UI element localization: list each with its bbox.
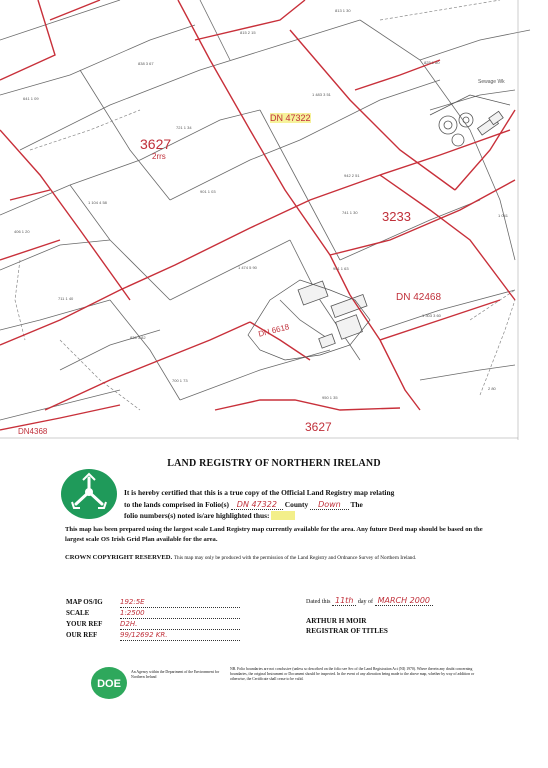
ref-key: OUR REF <box>66 631 98 639</box>
day-of-text: day of <box>357 599 374 605</box>
ref-row <box>66 608 240 619</box>
area-label: 711 1 40 <box>58 296 74 301</box>
folio-dn47322-highlight: DN 47322 <box>270 113 311 123</box>
area-label: 950 1 35 <box>322 395 338 400</box>
area-label: 721 1 34 <box>176 125 192 130</box>
copyright-text: This map may only be produced with the permission of the Land Registry and Ordnance Survey of Northern Ireland. <box>173 555 417 561</box>
area-label: 1 041 <box>498 213 509 218</box>
dated-line <box>306 596 433 605</box>
certificate-title: LAND REGISTRY OF NORTHERN IRELAND <box>167 458 381 469</box>
ref-key: YOUR REF <box>66 620 103 628</box>
folio-dn4-label: DN4368 <box>18 427 48 436</box>
ref-row <box>66 619 240 630</box>
area-label: 406 1 20 <box>14 229 30 234</box>
area-label: 1 303 3 60 <box>422 313 441 318</box>
ref-value: D2H. <box>120 619 240 630</box>
agency-text: An Agency within the Department of the Environment for Northern Ireland <box>131 670 220 679</box>
ref-value: 99/12692 KR. <box>120 630 240 641</box>
ref-row <box>66 597 240 608</box>
certificate-panel <box>0 440 548 768</box>
boundary-note: NB. Folio boundaries are not conclusive (unless so described on the folio see Sec of the Land Registration Act (NI) 1970). Where therein any doubt concerning boundaries, the original Instrument or Document should be inspected. In the event of any alteration being made to the above map, whether by way of addition or otherwise, the Certificate shall cease to be valid. <box>230 667 475 681</box>
parcel-3233-label: 3233 <box>382 209 411 224</box>
area-label: 838 3 67 <box>138 61 154 66</box>
ref-value: 1:2500 <box>120 608 240 619</box>
folio-handwritten: DN 47322 <box>231 500 283 510</box>
county-handwritten: Down <box>310 500 349 510</box>
statement-line-1: It is hereby certified that this is a true copy of the Official Land Registry map relating <box>124 488 395 497</box>
dashed-lines <box>15 0 515 410</box>
sewage-works-label: Sewage Wk <box>478 79 505 85</box>
folio-dn42468-label: DN 42468 <box>396 292 442 303</box>
certification-statement <box>124 487 474 522</box>
statement-folio-text: to the lands comprised in Folio(s) <box>124 499 229 509</box>
land-registry-logo <box>60 468 118 520</box>
area-label: 641 1 09 <box>23 96 39 101</box>
parcel-3627-bottom-label: 3627 <box>305 420 332 434</box>
parcel-3627-label: 3627 <box>140 136 172 152</box>
dated-day: 11th <box>332 596 356 606</box>
folio-dn6618-label: DN 6618 <box>257 322 291 339</box>
area-label: 741 1 30 <box>342 210 358 215</box>
ref-row <box>66 630 240 641</box>
registrar-block <box>306 616 388 636</box>
highlight-swatch <box>271 511 294 520</box>
copyright-heading: CROWN COPYRIGHT RESERVED. <box>65 554 173 561</box>
highlight-note-text: folio numbers(s) noted is/are highlighted thus: <box>124 511 270 520</box>
reference-block <box>66 597 240 641</box>
copyright-note <box>65 553 485 564</box>
ref-key: MAP OS/IG <box>66 598 103 606</box>
statement-line-3 <box>124 510 474 522</box>
area-label: 815 2 15 <box>240 30 256 35</box>
area-label: 700 1 73 <box>172 378 188 383</box>
dated-month: MARCH 2000 <box>375 596 433 606</box>
area-label: 1 483 3 51 <box>312 92 331 97</box>
ref-key: SCALE <box>66 609 90 617</box>
statement-the-text: The <box>350 499 363 509</box>
area-label: 836 3 82 <box>130 335 146 340</box>
parcel-2rrs-label: 2rrs <box>152 152 166 161</box>
area-label: 1 104 4 58 <box>88 200 107 205</box>
registrar-title: REGISTRAR OF TITLES <box>306 627 388 635</box>
doe-logo-text: DOE <box>97 678 121 690</box>
area-label: 942 2 51 <box>344 173 360 178</box>
area-label: 825 1 80 <box>424 60 440 65</box>
area-label: 813 1 30 <box>335 8 351 13</box>
area-label: 901 1 03 <box>200 189 216 194</box>
area-label: 901 1 63 <box>333 266 349 271</box>
registrar-name: ARTHUR H MOIR <box>306 617 367 625</box>
statement-line-2 <box>124 499 474 511</box>
ref-value: 192:5E <box>120 597 240 608</box>
prepared-note: This map has been prepared using the largest scale Land Registry map currently available for the area. Any future Deed map should be based on the largest scale OS Irish Grid Plan available for the area. <box>65 526 483 543</box>
doe-logo <box>90 666 128 700</box>
county-text: County <box>284 499 309 509</box>
area-label: 1 474 5 90 <box>238 265 257 270</box>
dated-text: Dated this <box>306 599 331 605</box>
area-label: 2 80 <box>488 386 496 391</box>
